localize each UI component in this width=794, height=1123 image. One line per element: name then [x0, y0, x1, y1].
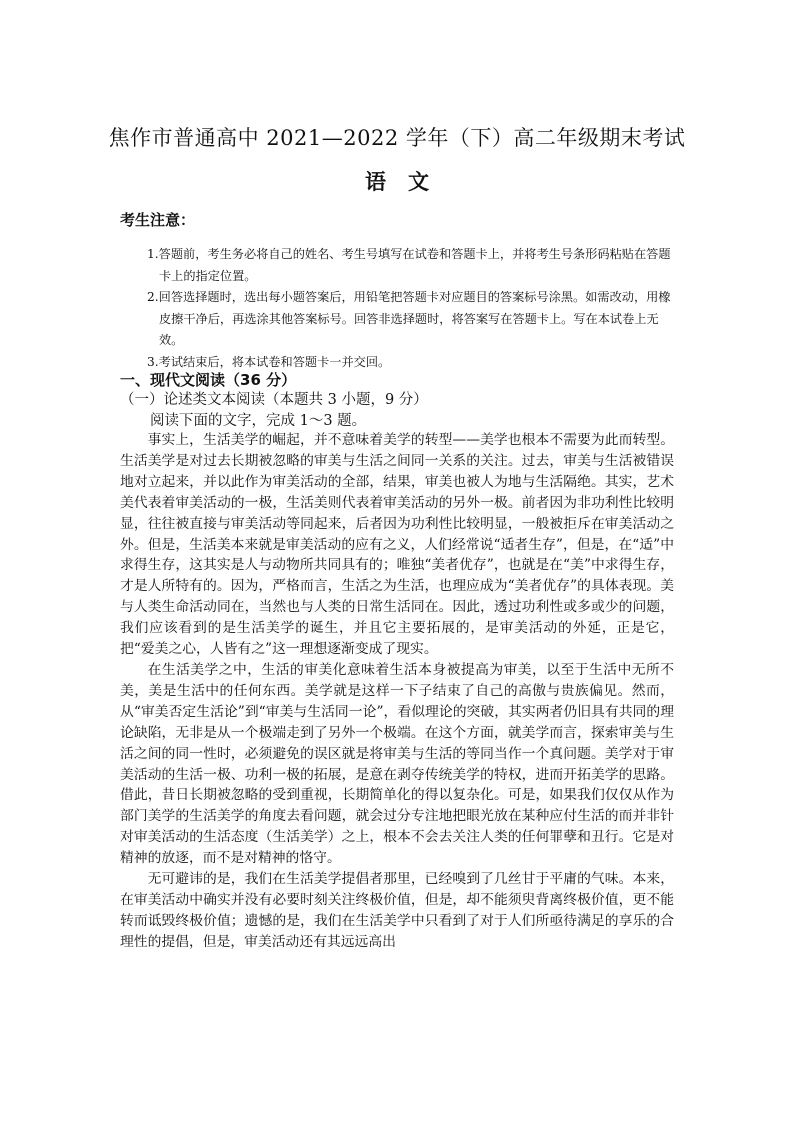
notice-item: 1.答题前，考生务必将自己的姓名、考生号填写在试卷和答题卡上，并将考生号条形码粘贴在答题卡上的指定位置。 [147, 247, 671, 283]
passage-paragraph: 事实上，生活美学的崛起，并不意味着美学的转型——美学也根本不需要为此而转型。生活美学是对过去长期被忽略的审美与生活之间同一关系的关注。过去，审美与生活被错误地对立起来，并以此作为审美活动的全部，结果，审美也被人为地与生活隔绝。其实，艺术美代表着审美活动的一极，生活美则代表着审美活动的另外一极。前者因为非功利性比较明显，往往被直接与审美活动等同起来，后者因为功利性比较明显，一般被拒斥在审美活动之外。但是，生活美本来就是审美活动的应有之义，人们经常说“适者生存”，但是，在“适”中求得生存，这其实是人与动物所共同具有的；唯独“美者优存”，也就是在“美”中求得生存，才是人所特有的。因为，严格而言，生活之为生活，也理应成为“美者优存”的具体表现。美与人类生命活动同在，当然也与人类的日常生活同在。因此，透过功利性或多或少的问题，我们应该看到的是生活美学的诞生，并且它主要拓展的，是审美活动的外延，正是它，把“爱美之心，人皆有之”这一理想逐渐变成了现实。 [120, 432, 674, 658]
reading-instruction: 阅读下面的文字，完成 1～3 题。 [150, 413, 367, 429]
notice-item: 3.考试结束后，将本试卷和答题卡一并交回。 [147, 354, 391, 369]
exam-title: 焦作市普通高中 2021—2022 学年（下）高二年级期末考试 [108, 126, 686, 150]
passage-paragraph: 在生活美学之中，生活的审美化意味着生活本身被提高为审美，以至于生活中无所不美，美是生活中的任何东西。美学就是这样一下子结束了自己的高傲与贵族偏见。然而，从“审美否定生活论”到“审美与生活同一论”，看似理论的突破，其实两者仍旧具有共同的理论缺陷，无非是从一个极端走到了另外一个极端。在这个方面，就美学而言，探索审美与生活之间的同一性时，必须避免的误区就是将审美与生活的等同当作一个真问题。美学对于审美活动的生活一极、功利一极的拓展，是意在剥夺传统美学的特权，进而开拓美学的思路。借此，昔日长期被忽略的受到重视，长期简单化的得以复杂化。可是，如果我们仅仅从作为部门美学的生活美学的角度去看问题，就会过分专注地把眼光放在某种应付生活的而并非针对审美活动的生活态度（生活美学）之上，根本不会去关注人类的任何罪孽和丑行。它是对精神的放逐，而不是对精神的恪守。 [120, 661, 674, 867]
notice-heading: 考生注意： [120, 211, 196, 229]
notice-item: 2.回答选择题时，选出每小题答案后，用铅笔把答题卡对应题目的答案标号涂黑。如需改动，用橡皮擦干净后，再选涂其他答案标号。回答非选择题时，将答案写在答题卡上。写在本试卷上无效。 [147, 290, 671, 347]
reading-passage [120, 430, 674, 953]
subject-title: 语文 [365, 169, 451, 194]
passage-paragraph: 无可避讳的是，我们在生活美学提倡者那里，已经嗅到了几丝甘于平庸的气味。本来，在审美活动中确实并没有必要时刻关注终极价值，但是，却不能须臾背离终极价值，更不能转而诋毁终极价值；遗憾的是，我们在生活美学中只看到了对于人们所亟待满足的享乐的合理性的提倡，但是，审美活动还有其远远高出 [120, 871, 674, 950]
notice-list [147, 244, 677, 373]
subsection-heading: （一）论述类文本阅读（本题共 3 小题，9 分） [120, 392, 428, 408]
section-heading: 一、现代文阅读（36 分） [120, 371, 297, 389]
